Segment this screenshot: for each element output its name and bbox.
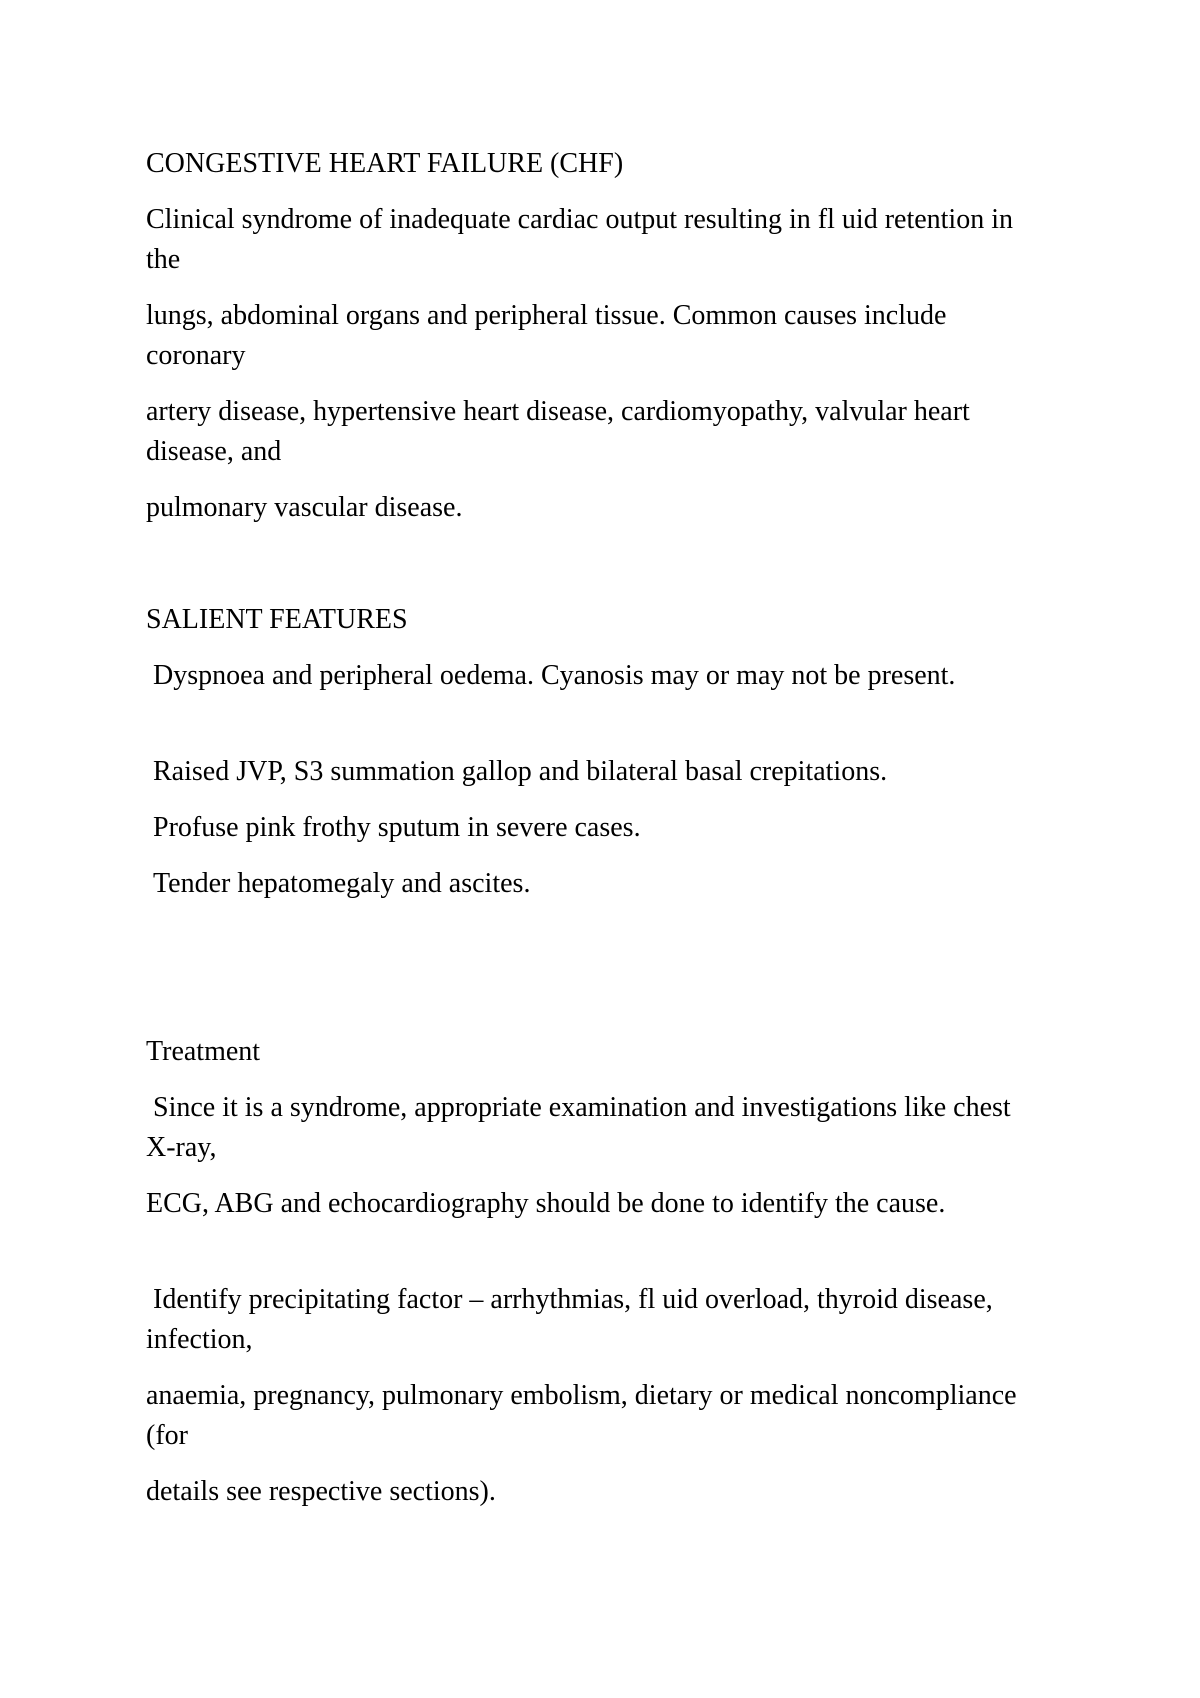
salient-feature-item: Raised JVP, S3 summation gallop and bilateral basal crepitations. xyxy=(146,756,888,787)
salient-feature-item: Profuse pink frothy sputum in severe cases. xyxy=(146,812,641,843)
treatment-paragraph-2: ECG, ABG and echocardiography should be done to identify the cause. xyxy=(146,1188,946,1219)
salient-feature-item: Tender hepatomegaly and ascites. xyxy=(146,868,531,899)
treatment-paragraph-4: anaemia, pregnancy, pulmonary embolism, dietary or medical noncompliance (for xyxy=(146,1380,1024,1451)
treatment-heading: Treatment xyxy=(146,1036,261,1067)
treatment-paragraph-3: Identify precipitating factor – arrhythmias, fl uid overload, thyroid disease, infection, xyxy=(146,1284,1000,1355)
intro-paragraph-3: artery disease, hypertensive heart disease, cardiomyopathy, valvular heart disease, and xyxy=(146,396,977,467)
treatment-paragraph-5: details see respective sections). xyxy=(146,1476,496,1507)
salient-features-heading: SALIENT FEATURES xyxy=(146,604,408,635)
intro-paragraph-2: lungs, abdominal organs and peripheral tissue. Common causes include coronary xyxy=(146,300,954,371)
treatment-paragraph-1: Since it is a syndrome, appropriate examination and investigations like chest X-ray, xyxy=(146,1092,1018,1163)
intro-paragraph-1: Clinical syndrome of inadequate cardiac output resulting in fl uid retention in the xyxy=(146,204,1020,275)
salient-feature-item: Dyspnoea and peripheral oedema. Cyanosis may or may not be present. xyxy=(146,660,956,691)
document-title: CONGESTIVE HEART FAILURE (CHF) xyxy=(146,148,624,179)
intro-paragraph-4: pulmonary vascular disease. xyxy=(146,492,463,523)
